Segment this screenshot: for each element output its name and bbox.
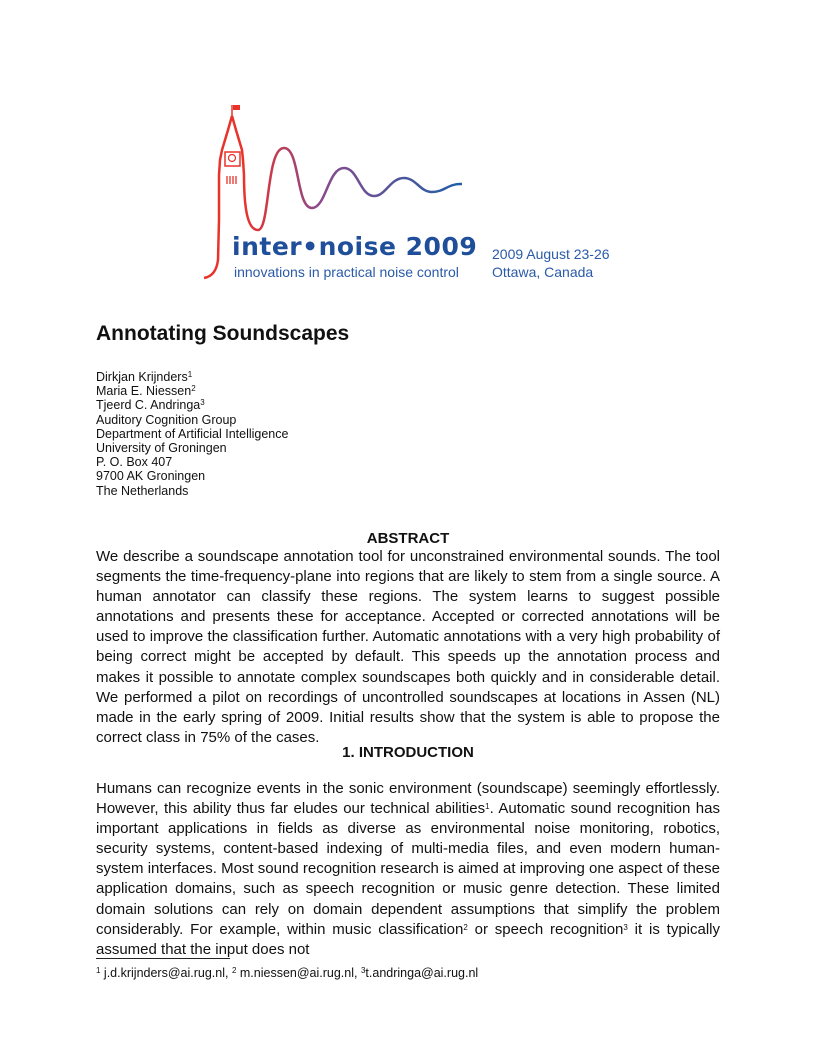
footnote: $^1$ j.d.krijnders@ai.rug.nl, $^2$ m.niessen@ai.rug.nl, $^3$t.andringa@ai.rug.nl xyxy=(96,966,479,980)
conference-logo xyxy=(200,100,640,285)
author-3: Tjeerd C. Andringa$^3$ xyxy=(96,398,205,413)
abstract-heading: ABSTRACT xyxy=(366,530,450,547)
paper-title: Annotating Soundscapes xyxy=(96,322,350,345)
affiliation-country: The Netherlands xyxy=(96,483,189,498)
author-block xyxy=(96,370,288,498)
author-2: Maria E. Niessen$^2$ xyxy=(96,384,196,399)
introduction-heading: 1. INTRODUCTION xyxy=(342,744,474,761)
footnote-divider xyxy=(96,958,230,959)
affiliation-group: Auditory Cognition Group xyxy=(96,412,237,427)
author-1: Dirkjan Krijnders$^1$ xyxy=(96,370,193,384)
conference-date: 2009 August 23-26 xyxy=(492,246,610,262)
conference-location: Ottawa, Canada xyxy=(492,264,594,280)
affiliation-city: 9700 AK Groningen xyxy=(96,469,206,484)
introduction-text: Humans can recognize events in the sonic environment (soundscape) seemingly effortlessly. However, this ability thus far eludes our technical abilities$^1$. Automatic sound recognition has important applications in fields as diverse as environmental noise monitoring, robotics, security systems, content-based indexing of multi-media files, and even modern human-system interfaces. Most sound recognition research is aimed at improving one aspect of these application domains, such as speech recognition or music genre detection. These limited domain solutions can rely on domain dependent assumptions that simplify the problem considerably. For example, within music classification$^2$ or speech recognition$^3$ it is typically assumed that the input does not xyxy=(96,780,720,958)
abstract-text: We describe a soundscape annotation tool for unconstrained environmental sounds. The tool segments the time-frequency-plane into regions that are likely to stem from a single source. A human annotator can classify these regions. The system learns to suggest possible annotations and presents these for acceptance. Accepted or corrected annotations will be used to improve the classification further. Automatic annotations with a very high probability of being correct might be accepted by default. This speeds up the annotation process and makes it possible to annotate complex soundscapes both quickly and in considerable detail. We performed a pilot on recordings of uncontrolled soundscapes at locations in Assen (NL) made in the early spring of 2009. Initial results show that the system is able to propose the correct class in 75% of the cases. xyxy=(96,548,720,746)
logo-title: inter•noise 2009 xyxy=(232,232,478,261)
affiliation-university: University of Groningen xyxy=(96,441,227,456)
affiliation-department: Department of Artificial Intelligence xyxy=(96,426,289,441)
affiliation-po-box: P. O. Box 407 xyxy=(96,455,173,470)
logo-subtitle: innovations in practical noise control xyxy=(234,264,459,280)
